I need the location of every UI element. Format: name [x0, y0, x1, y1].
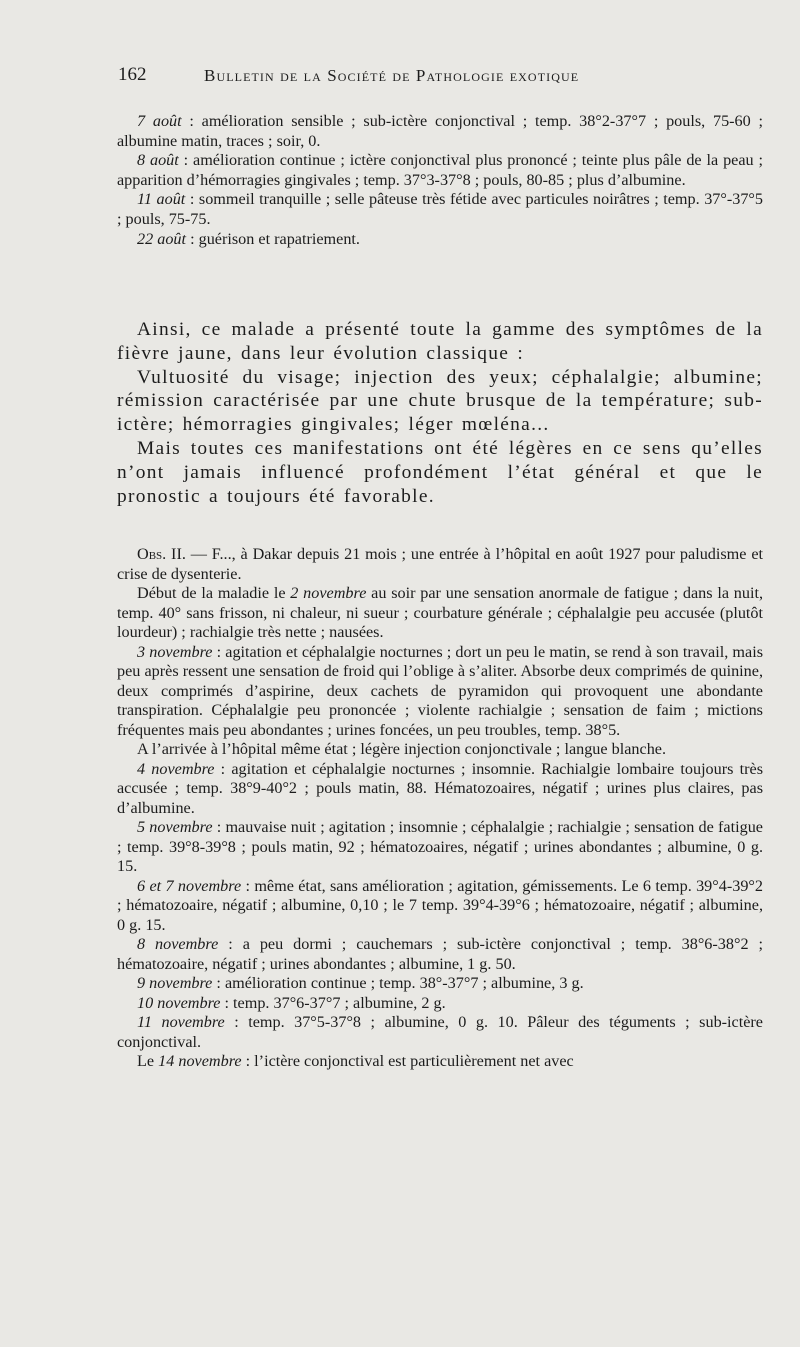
paragraph: Ainsi, ce malade a présenté toute la gamme des symptômes de la fièvre jaune, dans leur évolution classique :: [117, 319, 763, 364]
paragraph: 6 et 7 novembre : même état, sans amélioration ; agitation, gémissements. Le 6 temp. 39°4-39°2 ; hématozoaire, négatif ; albumine, 0,10 ; le 7 temp. 39°4-39°6 ; hématozoaire, négatif ; albumine, 0 g. 15.: [117, 876, 763, 934]
observation-label: Obs. II.: [137, 545, 186, 563]
paragraph: 8 août : amélioration continue ; ictère conjonctival plus prononcé ; teinte plus pâle de la peau ; apparition d’hémorragies gingivales ; temp. 37°3-37°8 ; pouls, 80-85 ; plus d’albumine.: [117, 151, 764, 189]
paragraph: 8 novembre : a peu dormi ; cauchemars ; sub-ictère conjonctival ; temp. 38°6-38°2 ; hématozoaire, négatif ; urines abondantes ; albumine, 1 g. 50.: [117, 935, 763, 973]
observation-block: [117, 545, 763, 1072]
observation-intro: Obs. II. — F..., à Dakar depuis 21 mois ; une entrée à l’hôpital en août 1927 pour paludisme et crise de dysenterie.: [117, 545, 763, 583]
paragraph: A l’arrivée à l’hôpital même état ; légère injection conjonctivale ; langue blanche.: [137, 740, 667, 758]
journal-title: Bulletin de la Société de Pathologie exotique: [204, 66, 580, 85]
page-number: 162: [118, 64, 147, 85]
running-header: [112, 64, 768, 88]
paragraph: 3 novembre : agitation et céphalalgie nocturnes ; dort un peu le matin, se rend à son travail, mais peu après ressent une sensation de froid qui l’oblige à s’aliter. Absorbe deux comprimés de quinine, deux comprimés d’aspirine, deux cachets de pyramidon qui provoquent une abondante transpiration. Céphalalgie peu prononcée ; violente rachialgie ; sensation de faim ; mictions fréquentes mais peu abondantes ; urines foncées, un peu troubles, temp. 38°5.: [117, 642, 763, 739]
paragraph: Vultuosité du visage; injection des yeux; céphalalgie; albumine; rémission caractérisée par une chute brusque de la température; sub-ictère; hémorragies gingivales; léger mœléna...: [117, 366, 763, 436]
summary-block: [117, 318, 763, 508]
paragraph: Début de la maladie le 2 novembre au soir par une sensation anormale de fatigue ; dans la nuit, temp. 40° sans frisson, ni chaleur, ni sueur ; courbature générale ; céphalalgie peu accusée (plutôt lourdeur) ; rachialgie très nette ; nausées.: [117, 584, 763, 641]
paragraph: 10 novembre : temp. 37°6-37°7 ; albumine, 2 g.: [137, 993, 446, 1012]
paragraph: 4 novembre : agitation et céphalalgie nocturnes ; insomnie. Rachialgie lombaire toujours très accusée ; temp. 38°9-40°2 ; pouls matin, 88. Hématozoaires, négatif ; urines plus claires, pas d’albumine.: [117, 759, 763, 817]
paragraph: Mais toutes ces manifestations ont été légères en ce sens qu’elles n’ont jamais influencé profondément l’état général et que le pronostic a toujours été favorable.: [117, 437, 763, 507]
paragraph: 22 août : guérison et rapatriement.: [137, 229, 360, 248]
paragraph: 5 novembre : mauvaise nuit ; agitation ; insomnie ; céphalalgie ; rachialgie ; sensation de fatigue ; temp. 39°8-39°8 ; pouls matin, 92 ; hématozoaires, négatif ; urines abondantes ; albumine, 0 g. 15.: [117, 818, 763, 875]
paragraph: 11 novembre : temp. 37°5-37°8 ; albumine, 0 g. 10. Pâleur des téguments ; sub-ictère conjonctival.: [117, 1013, 763, 1051]
daily-notes-block: [117, 112, 763, 249]
paragraph: Le 14 novembre : l’ictère conjonctival est particulièrement net avec: [137, 1052, 574, 1070]
paragraph: 11 août : sommeil tranquille ; selle pâteuse très fétide avec particules noirâtres ; temp. 37°-37°5 ; pouls, 75-75.: [117, 190, 763, 228]
paragraph: 9 novembre : amélioration continue ; temp. 38°-37°7 ; albumine, 3 g.: [137, 974, 584, 992]
paragraph: 7 août : amélioration sensible ; sub-ictère conjonctival ; temp. 38°2-37°7 ; pouls, 75-60 ; albumine matin, traces ; soir, 0.: [117, 112, 764, 150]
